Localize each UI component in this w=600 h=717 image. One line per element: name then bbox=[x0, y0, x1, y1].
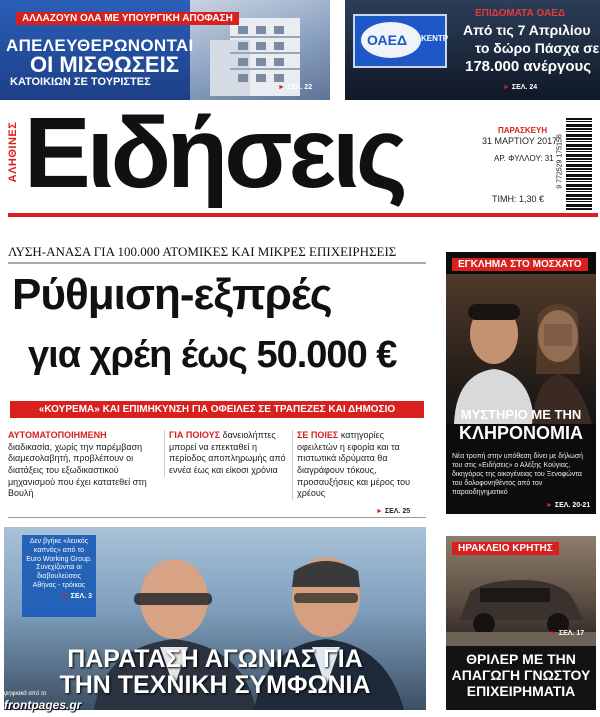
banner-right-line1: Από τις 7 Απριλίου bbox=[463, 22, 591, 38]
oaed-sign bbox=[353, 14, 447, 68]
banner-right-page-ref bbox=[503, 84, 537, 91]
bottom-photo[interactable] bbox=[4, 527, 426, 710]
oaed-sign-text: ΚΕΝΤΡ bbox=[421, 34, 449, 43]
crime-photo bbox=[446, 274, 596, 424]
heraklion-panel[interactable] bbox=[446, 536, 596, 710]
arrow-icon: ► bbox=[550, 630, 557, 637]
barcode-number bbox=[553, 118, 565, 210]
lead-kicker: ΛΥΣΗ-ΑΝΑΣΑ ΓΙΑ 100.000 ΑΤΟΜΙΚΕΣ ΚΑΙ ΜΙΚΡΕΣ ΕΠΙΧΕΙΡΗΣΕΙΣ bbox=[8, 244, 397, 259]
banner-left-line2: ΟΙ ΜΙΣΘΩΣΕΙΣ bbox=[30, 52, 179, 77]
bottom-note-ref bbox=[26, 593, 92, 600]
masthead-side-label bbox=[4, 108, 22, 200]
arrow-icon: ► bbox=[61, 592, 69, 600]
heraklion-headline-3: ΕΠΙΧΕΙΡΗΜΑΤΙΑ bbox=[466, 683, 576, 699]
arrow-icon: ► bbox=[278, 84, 285, 91]
masthead-side-label-text: ΑΛΗΘΙΝΕΣ bbox=[7, 121, 19, 183]
lead-headline-1: Ρύθμιση-εξπρές bbox=[12, 270, 332, 319]
oaed-logo: ΟΑΕΔ bbox=[367, 32, 408, 48]
banner-right-line3: 178.000 ανέργους bbox=[465, 58, 592, 75]
banner-left[interactable] bbox=[0, 0, 330, 100]
lead-bottom-rule bbox=[8, 517, 426, 518]
watermark-small: ψηφιακά από το bbox=[4, 691, 47, 697]
crime-panel[interactable] bbox=[446, 252, 596, 514]
banner-right-line2: το δώρο Πάσχα σε bbox=[475, 40, 600, 56]
lead-column-2 bbox=[164, 430, 291, 477]
bottom-note-ref-text: ΣΕΛ. 3 bbox=[70, 592, 92, 600]
banner-left-line1: ΑΠΕΛΕΥΘΕΡΩΝΟΝΤΑΙ bbox=[6, 36, 194, 55]
masthead bbox=[0, 97, 600, 218]
bottom-headline-2: ΤΗΝ ΤΕΧΝΙΚΗ ΣΥΜΦΩΝΙΑ bbox=[59, 671, 371, 699]
banner-right-page-ref-text: ΣΕΛ. 24 bbox=[511, 84, 538, 91]
banner-right[interactable] bbox=[345, 0, 600, 100]
bottom-note: Δεν βγήκε «λευκός καπνός» από το Euro Working Group. Συνεχίζονται οι διαβουλεύσεις Αθήνας - τρόικας bbox=[26, 538, 92, 589]
arrow-icon: ► bbox=[376, 508, 383, 515]
lead-page-ref bbox=[376, 508, 410, 515]
heraklion-tag: ΗΡΑΚΛΕΙΟ ΚΡΗΤΗΣ bbox=[452, 542, 559, 555]
crime-tag: ΕΓΚΛΗΜΑ ΣΤΟ ΜΟΣΧΑΤΟ bbox=[452, 258, 588, 271]
arrow-icon: ► bbox=[503, 84, 510, 91]
crime-headline-2: ΚΛΗΡΟΝΟΜΙΑ bbox=[458, 423, 583, 443]
masthead-rule bbox=[8, 213, 598, 217]
banner-left-tag: ΑΛΛΑΖΟΥΝ ΟΛΑ ΜΕ ΥΠΟΥΡΓΙΚΗ ΑΠΟΦΑΣΗ bbox=[16, 12, 239, 25]
bottom-note-box bbox=[22, 535, 96, 617]
lead-column-1 bbox=[8, 430, 150, 500]
lead-kicker-rule bbox=[8, 262, 426, 264]
watermark: frontpages.gr bbox=[4, 698, 82, 712]
lead-col1-text: διαδικασία, χωρίς την παρέμβαση διαμεσολαβητή, προβλέπουν οι διατάξεις του εξωδικαστικού μηχανισμού που έχει κατατεθεί στη Βουλή bbox=[8, 441, 147, 499]
barcode bbox=[566, 118, 592, 210]
crime-text: Νέα τροπή στην υπόθεση δίνει με δήλωσή του στις «Ειδήσεις» ο Αλέξης Κούγιας, δικηγόρος της οικογένειας του Ξενοφώντα του δολοφονηθέντος από τον παραοδηγηματικό bbox=[452, 453, 584, 497]
barcode-number-text: 9 772529 175156 bbox=[556, 134, 564, 189]
banner-left-page-ref bbox=[278, 84, 312, 91]
masthead-date: 31 ΜΑΡΤΙΟΥ 2017 bbox=[482, 136, 558, 146]
crime-page-ref bbox=[546, 502, 590, 509]
masthead-title: Ειδήσεις bbox=[24, 97, 404, 209]
crime-headline-1: ΜΥΣΤΗΡΙΟ ΜΕ ΤΗΝ bbox=[460, 407, 582, 422]
lead-headline-2: για χρέη έως 50.000 € bbox=[28, 334, 397, 376]
lead-col1-label: ΑΥΤΟΜΑΤΟΠΟΙΗΜΕΝΗ bbox=[8, 430, 107, 440]
heraklion-headline-2: ΑΠΑΓΩΓΗ ΓΝΩΣΤΟΥ bbox=[451, 667, 591, 683]
crime-photo-figures bbox=[446, 274, 596, 424]
lead-page-ref-text: ΣΕΛ. 25 bbox=[384, 508, 411, 515]
lead-column-3 bbox=[292, 430, 425, 500]
heraklion-page-ref-text: ΣΕΛ. 17 bbox=[558, 630, 585, 637]
crime-page-ref-text: ΣΕΛ. 20-21 bbox=[554, 502, 591, 509]
heraklion-page-ref bbox=[550, 630, 584, 637]
masthead-day: ΠΑΡΑΣΚΕΥΗ bbox=[498, 126, 548, 135]
heraklion-headline-1: ΘΡΙΛΕΡ ΜΕ ΤΗΝ bbox=[466, 651, 576, 667]
masthead-issue: ΑΡ. ΦΥΛΛΟΥ: 31 bbox=[494, 154, 554, 163]
banner-left-line3: ΚΑΤΟΙΚΙΩΝ ΣΕ ΤΟΥΡΙΣΤΕΣ bbox=[10, 76, 151, 88]
lead-subhead: «ΚΟΥΡΕΜΑ» ΚΑΙ ΕΠΙΜΗΚΥΝΣΗ ΓΙΑ ΟΦΕΙΛΕΣ ΣΕ ΤΡΑΠΕΖΕΣ ΚΑΙ ΔΗΜΟΣΙΟ bbox=[10, 401, 424, 418]
lead-col3-label: ΣΕ ΠΟΙΕΣ bbox=[297, 430, 339, 440]
lead-col2-text: δανειολήπτες μπορεί να επεκταθεί η περίοδος αποπληρωμής από εννέα έως και είκοσι χρόνια bbox=[169, 430, 286, 476]
lead-col3-text: κατηγορίες οφειλετών η εφορία και τα πιστωτικά ιδρύματα θα διαγράφουν τόκους, προσαυξήσεις και μέρος του χρέους bbox=[297, 430, 411, 499]
lead-col2-label: ΓΙΑ ΠΟΙΟΥΣ bbox=[169, 430, 221, 440]
banner-left-page-ref-text: ΣΕΛ. 22 bbox=[286, 84, 313, 91]
banner-right-tag: ΕΠΙΔΟΜΑΤΑ ΟΑΕΔ bbox=[475, 8, 566, 19]
masthead-price: ΤΙΜΗ: 1,30 € bbox=[492, 194, 545, 204]
bottom-headline-1: ΠΑΡΑΤΑΣΗ ΑΓΩΝΙΑΣ ΓΙΑ bbox=[67, 645, 363, 673]
arrow-icon: ► bbox=[546, 502, 553, 509]
